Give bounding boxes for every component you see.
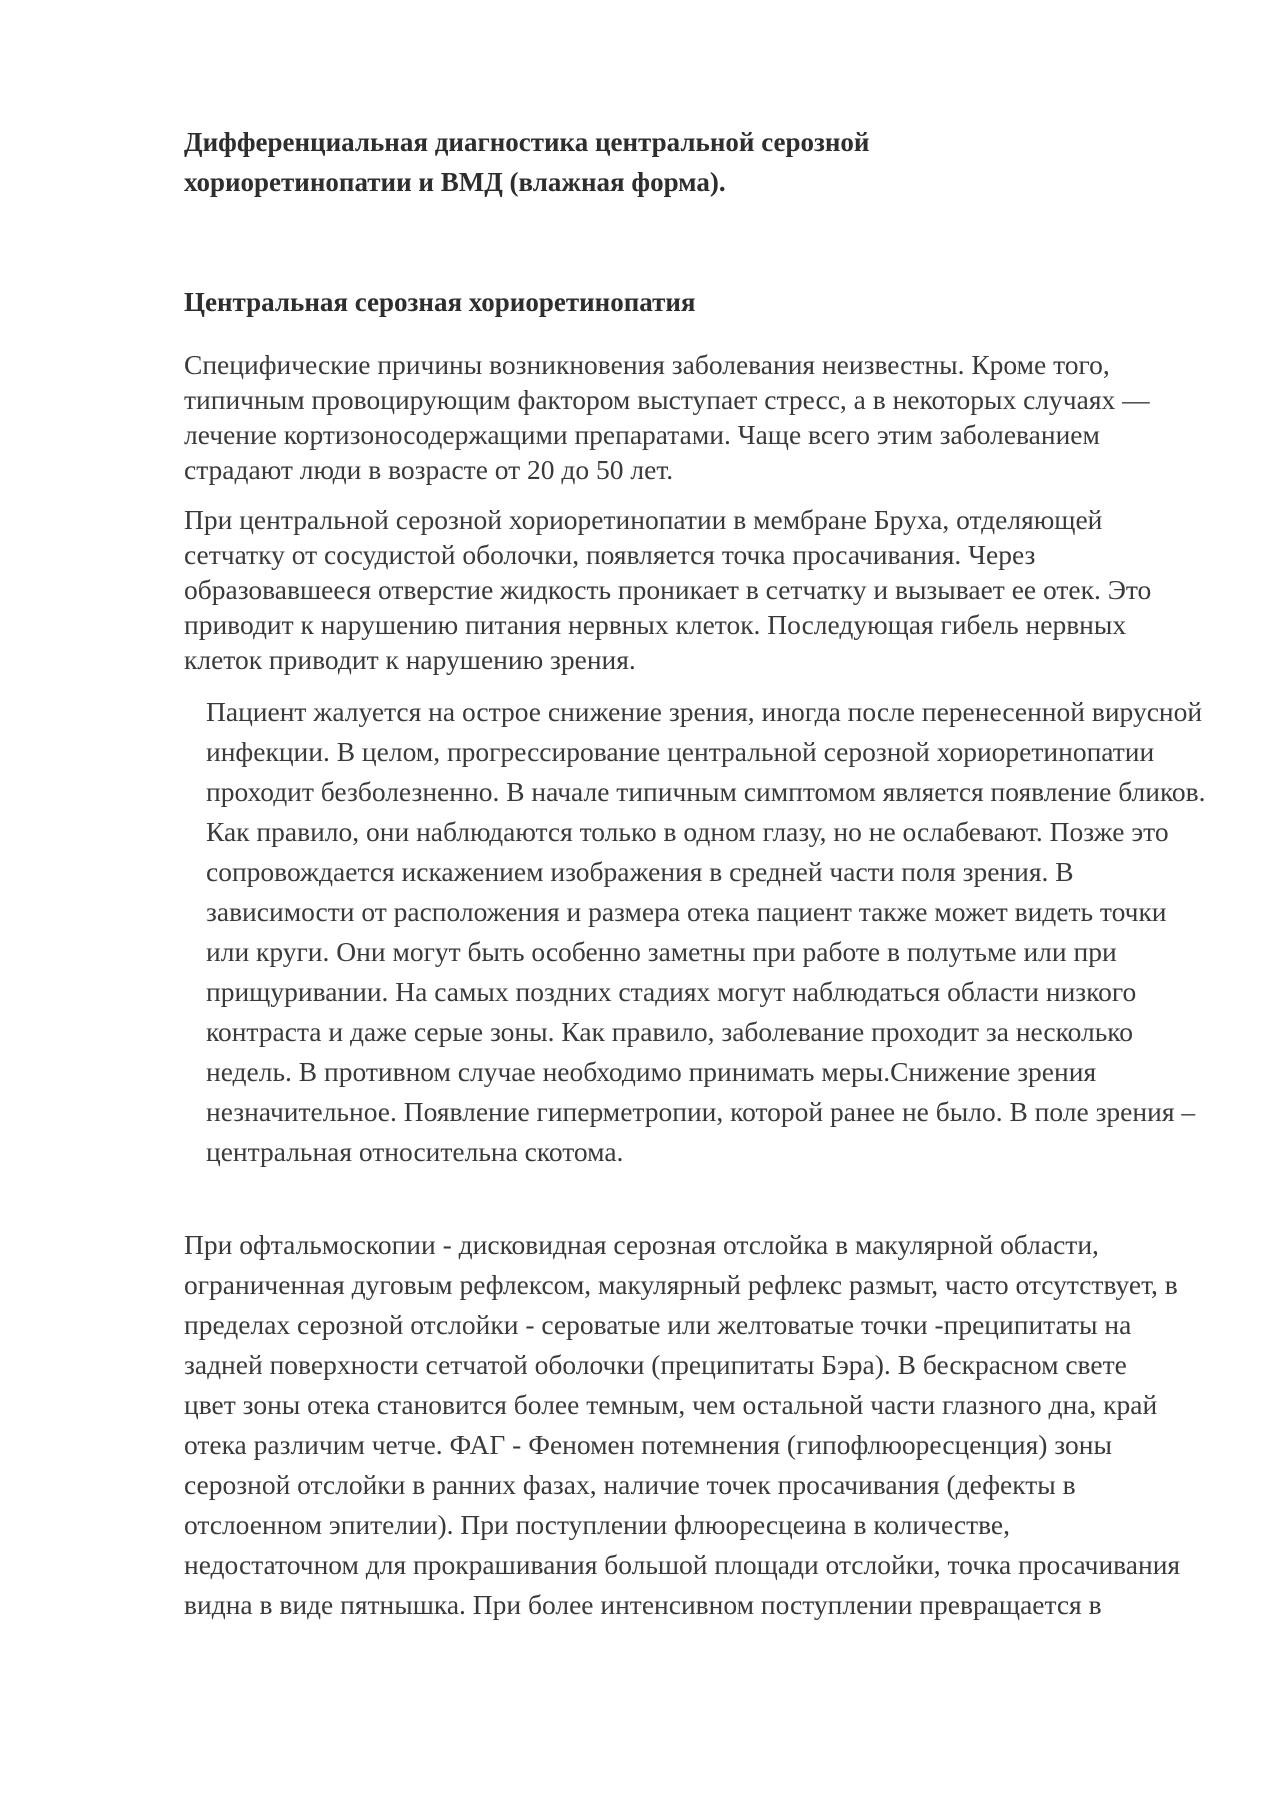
paragraph-symptoms: Пациент жалуется на острое снижение зрения, иногда после перенесенной вирусной инфекции. В целом, прогрессирование центральной серозной хориоретинопатии проходит безболезненно. В начале типичным симптомом является появление бликов. Как правило, они наблюдаются только в одном глазу, но не ослабевают. Позже это сопровождается искажением изображения в средней части поля зрения. В зависимости от расположения и размера отека пациент также может видеть точки или круги. Они могут быть особенно заметны при работе в полутьме или при прищуривании. На самых поздних стадиях могут наблюдаться области низкого контраста и даже серые зоны. Как правило, заболевание проходит за несколько недель. В противном случае необходимо принимать меры.Снижение зрения незначительное. Появление гиперметропии, которой ранее не было. В поле зрения – центральная относительна скотома. xyxy=(206,696,1206,1167)
section-heading: Центральная серозная хориоретинопатия xyxy=(184,287,696,317)
paragraph-ophthalmoscopy: При офтальмоскопии - дисковидная серозная отслойка в макулярной области, ограниченная дуговым рефлексом, макулярный рефлекс размыт, часто отсутствует, в пределах серозной отслойки - сероватые или желтоватые точки -преципитаты на задней поверхности сетчатой оболочки (преципитаты Бэра). В бескрасном свете цвет зоны отека становится более темным, чем остальной части глазного дна, край отека различим четче. ФАГ - Феномен потемнения (гипофлюоресценция) зоны серозной отслойки в ранних фазах, наличие точек просачивания (дефекты в отслоенном эпителии). При поступлении флюоресцеина в количестве, недостаточном для прокрашивания большой площади отслойки, точка просачивания видна в виде пятнышка. При более интенсивном поступлении превращается в xyxy=(184,1229,1181,1620)
document-page xyxy=(184,122,1206,1620)
paragraph-mechanism: При центральной серозной хориоретинопатии в мембране Бруха, отделяющей сетчатку от сосудистой оболочки, появляется точка просачивания. Через образовавшееся отверстие жидкость проникает в сетчатку и вызывает ее отек. Это приводит к нарушению питания нервных клеток. Последующая гибель нервных клеток приводит к нарушению зрения. xyxy=(184,504,1152,675)
paragraph-causes: Специфические причины возникновения заболевания неизвестны. Кроме того, типичным провоцирующим фактором выступает стресс, а в некоторых случаях — лечение кортизоносодержащими препаратами. Чаще всего этим заболеванием страдают люди в возрасте от 20 до 50 лет. xyxy=(184,349,1150,485)
document-title: Дифференциальная диагностика центральной серозной хориоретинопатии и ВМД (влажная форма). xyxy=(184,127,870,197)
